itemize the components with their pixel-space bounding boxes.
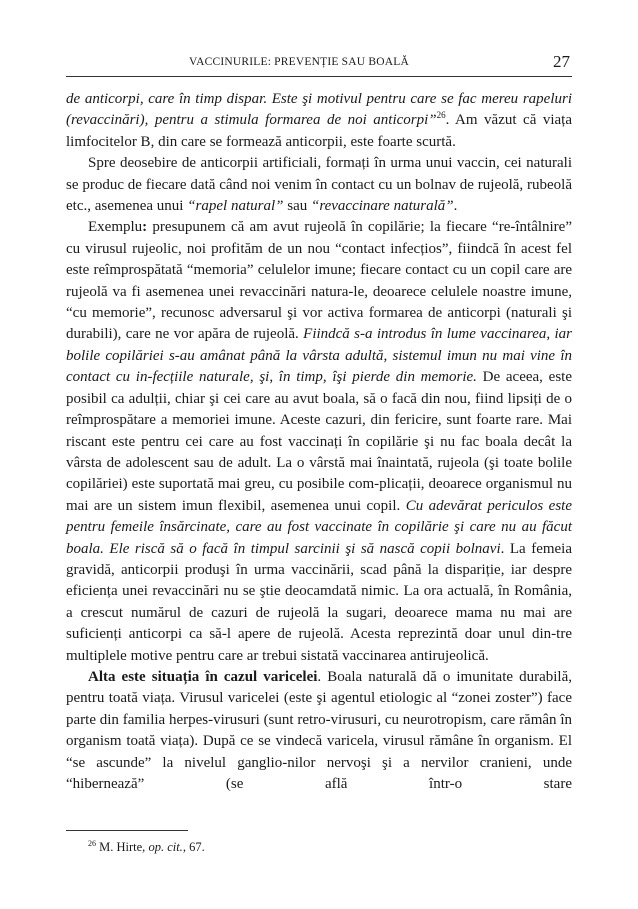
example-label: Exemplu xyxy=(88,219,143,236)
paragraph-text: . Boala naturală dă o imunitate durabilă, pentru toată viața. Virusul varicelei (este şi agentul etiologic al “zonei zoster”) face parte din familia herpes-virusuri (sunt retro-virusuri, cu neurotropism, care rămân în organism toată viața). După ce se vindecă varicela, virusul rămâne în organism. El “se ascunde” la nivelul ganglio-nilor nervoşi şi a nervilor cranieni, unde “hibernează” (se află într-o stare xyxy=(66,668,572,792)
paragraph-text: . Am văzut că viața limfocitelor B, din care se formează anticorpii, este foarte scurtă. xyxy=(66,112,573,150)
body-text xyxy=(66,89,572,795)
paragraph-3 xyxy=(66,217,572,667)
paragraph-text: De aceea, este posibil ca adulții, chiar şi cei care au avut boala, să o facă din nou, fiind lipsiți de o reîmprospătare a memoriei imune. Aceste cazuri, din fericire, sunt foarte rare. Mai riscant este pentru cei care au fost vaccinați în copilărie şi nu fac boala decât la vârsta de adolescent sau de adult. La o vârstă mai înaintată, rujeola (şi toate bolile copilăriei) este suportată mai greu, cu posibile com-plicații, deoarece organismul nu mai are un sistem imun flexibil, asemenea unui copil. xyxy=(66,369,572,514)
paragraph-text: sau xyxy=(283,198,311,215)
paragraph-text: Spre deosebire de anticorpii artificiali, formați în urma unui vaccin, cei naturali se produc de fiecare dată când noi venim în contact cu un bolnav de rujeolă, rubeolă etc., asemenea unui xyxy=(66,155,572,215)
italic-term: “revaccinare naturală” xyxy=(310,198,454,215)
footnote-divider xyxy=(66,830,188,831)
italic-quote: de anticorpi, care în timp dispar. Este şi motivul pentru care se fac mereu rapeluri (revaccinări), pentru a stimula formarea de noi anticorpi xyxy=(66,91,572,129)
footnote-ref: 26 xyxy=(436,110,446,121)
quote-close: ” xyxy=(428,112,437,129)
paragraph-1 xyxy=(66,89,572,153)
footnote-rest: , 67. xyxy=(182,840,205,854)
footnote xyxy=(88,839,205,855)
paragraph-2 xyxy=(66,153,572,217)
paragraph-text: . xyxy=(453,198,458,215)
running-header xyxy=(66,50,572,77)
paragraph-text: . La femeia gravidă, anticorpii produşi în urma vaccinării, scad până la dispariție, iar despre eficiența unei revaccinări nu se ştie deocamdată nimic. La ora actuală, în România, a crescut numărul de cazuri de rujeolă la sugari, deoarece mama nu mai are suficienți anticorpi ca să-l apere de rujeolă. Acesta reprezintă doar unul din-tre multiplele motive pentru care ar trebui sistată vaccinarea antirujeolică. xyxy=(66,540,573,664)
footnote-number: 26 xyxy=(88,838,96,848)
italic-sentence: Fiindcă s-a introdus în lume vaccinarea, iar bolile copilăriei s-au amânat până la vârsta adultă, sistemul imun nu mai vine în contact cu in-fecțiile naturale, şi, în timp, îşi pierde din memorie. xyxy=(66,326,572,386)
running-title: VACCINURILE: PREVENȚIE SAU BOALĂ xyxy=(189,56,409,68)
bold-lead: Alta este situația în cazul varicelei xyxy=(88,668,318,685)
paragraph-text: presupunem că am avut rujeolă în copilărie; la fiecare “re-întâlnire” cu virusul rujeolic, noi profităm de un nou “contact infecțios”, fiindcă în acest fel este reîmprospătată “memoria” celulelor imune; fiecare contact cu un copil care are rujeolă va fi asemenea unei revaccinări natura-le, deoarece celulele noastre imune, “cu memorie”, recunosc adversarul şi vor activa formarea de anticorpi (naturali şi durabili), care ne vor apăra de rujeolă. xyxy=(66,219,572,343)
italic-term: “rapel natural” xyxy=(187,198,284,215)
footnote-author: M. Hirte, xyxy=(96,840,149,854)
page-number: 27 xyxy=(553,52,570,71)
footnote-italic: op. cit. xyxy=(148,840,183,854)
paragraph-4 xyxy=(66,667,572,795)
italic-sentence: Cu adevărat periculos este pentru femeile însărcinate, care au fost vaccinate în copilărie şi care nu au făcut boala. Ele riscă să o facă în timpul sarcinii şi să nască copii bolnavi xyxy=(66,497,572,557)
example-colon: : xyxy=(142,219,148,236)
